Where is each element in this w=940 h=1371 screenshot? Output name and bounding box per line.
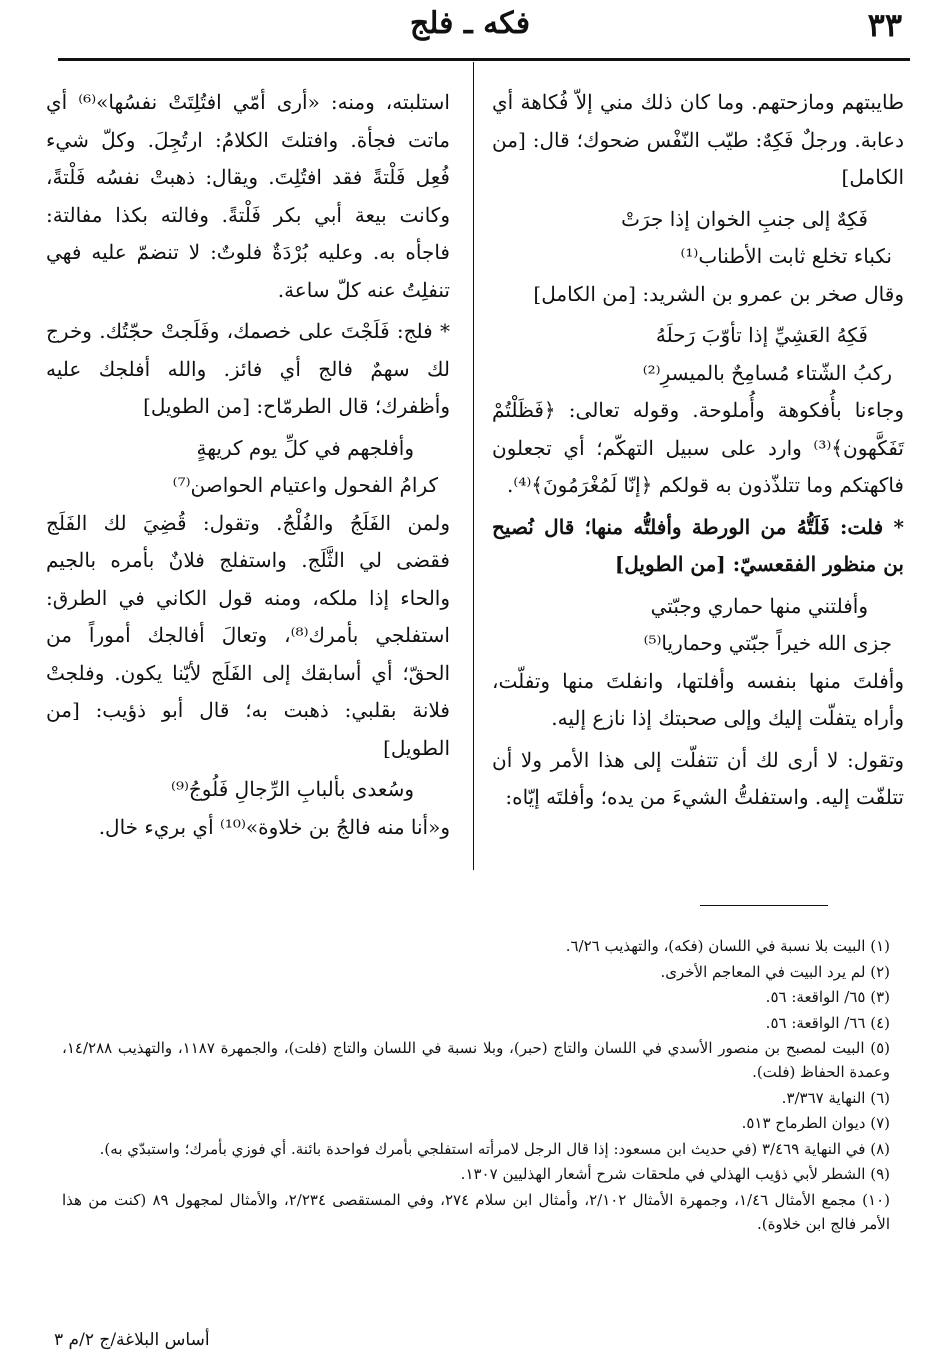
paragraph: وقال صخر بن عمرو بن الشريد: [من الكامل] — [533, 281, 904, 306]
paragraph: وأفلتَ منها بنفسه وأفلتها، وانفلتَ منها وتفلّت، وأراه يتفلّت إليك وإلى صحبتك إذا نازع إليه. — [492, 668, 904, 730]
right-column — [492, 84, 904, 821]
running-title: فكه ـ فلج — [409, 6, 531, 41]
paragraph: استلبته، ومنه: «أرى أمّي افتُلِتَتْ نفسُها»⁽⁶⁾ أي ماتت فجأة. وافتلتَ الكلامُ: ارتُجِلَ. وكلّ شيء فُعِل فَلْتةً فقد افتُلِتَ. ويقال: ذهبتْ نفسُه فَلْتةً، وكانت بيعة أبي بكر فَلْتةً. وفالته بكذا مفالتة: فاجأه به. وعليه بُرْدَةٌ فلوتٌ: لا تنضمّ عليه فهي تنفلِتُ عنه كلّ ساعة. — [46, 90, 450, 302]
column-divider — [473, 62, 474, 870]
footnote: (٢) لم يرد البيت في المعاجم الأخرى. — [660, 962, 890, 981]
verse-line: نكباء تخلع ثابت الأطناب⁽¹⁾ — [680, 244, 892, 268]
footnote: (١٠) مجمع الأمثال ١/٤٦، وجمهرة الأمثال ٢/١٠٢، وأمثال ابن سلام ٢٧٤، وفي المستقصى ٢/٢٣٤، والأمثال لمجهول ٨٩ (كنت من هذا الأمر فالج ابن خلاوة). — [62, 1190, 890, 1233]
footnote: (٣) ٦٥/ الواقعة: ٥٦. — [765, 988, 890, 1006]
verse-line: وأفلتني منها حماري وجبّتي — [650, 593, 868, 618]
verse-line: ركبُ الشّتاء مُسامِحٌ بالميسرِ⁽²⁾ — [642, 360, 892, 385]
entry-heading-falat: * فلت: فَلَتُّهُ من الورطة وأفلتُّه منها؛ قال نُصيح بن منظور الفقعسيّ: [من الطويل] — [492, 514, 904, 576]
verse-line: كرامُ الفحول واعتيام الحواصن⁽⁷⁾ — [172, 473, 438, 497]
paragraph: طايبتهم ومازحتهم. وما كان ذلك مني إلاّ فُكاهة أي دعابة. ورجلٌ فَكِهٌ: طيّب النّفْس ضحوك؛ قال: [من الكامل] — [492, 90, 904, 189]
footnote: (٤) ٦٦/ الواقعة: ٥٦. — [765, 1013, 890, 1032]
footnote: (٩) الشطر لأبي ذؤيب الهذلي في ملحقات شرح أشعار الهذليين ١٣٠٧. — [460, 1165, 890, 1183]
verse-line: جزى الله خيراً جبّتي وحماريا⁽⁵⁾ — [643, 631, 892, 655]
footnote: (٥) البيت لمصبح بن منصور الأسدي في اللسان والتاج (حبر)، وبلا نسبة في اللسان والتاج (فلت)، والجمهرة ١١٨٧، والتهذيب ١٤/٢٨٨، وعمدة الحفاظ (فلت). — [62, 1039, 890, 1081]
footnote-rule — [700, 905, 828, 906]
footnotes — [62, 934, 890, 1237]
footnote: (١) البيت بلا نسبة في اللسان (فكه)، والتهذيب ٦/٢٦. — [565, 937, 890, 955]
footnote: (٧) ديوان الطرماح ٥١٣. — [741, 1114, 890, 1132]
paragraph: وجاءنا بأُفكوهة وأُملوحة. وقوله تعالى: ﴿فَظَلْتُمْ تَفَكَّهون﴾⁽³⁾ وارد على سبيل التهكّم؛ أي تجعلون فاكهتكم وما تتلذّذون به قولكم ﴿إنّا لَمُغْرَمُونَ﴾⁽⁴⁾. — [492, 398, 904, 497]
verse-line: فَكِهُ العَشِيِّ إذا تأوّبَ رَحلَهُ — [655, 323, 868, 347]
page-number: ٣٣ — [867, 6, 902, 44]
left-column — [46, 84, 450, 850]
paragraph: وتقول: لا أرى لك أن تتفلّت إلى هذا الأمر ولا أن تتلفّت إليه. واستفلتُّ الشيءَ من يده؛ وأفلتَه إيّاه: — [492, 747, 904, 809]
page-footer: أساس البلاغة/ج ٢/م ٣ — [54, 1330, 210, 1350]
footnote: (٦) النهاية ٣/٣٦٧. — [781, 1088, 890, 1107]
entry-heading-falaj: * فلج: فَلَجْتَ على خصمك، وفَلَجتْ حجّتُك. وخرج لك سهمٌ فالج أي فائز. والله أفلجك عليه وأظفرك؛ قال الطرمّاح: [من الطويل] — [46, 319, 450, 418]
header-rule — [58, 58, 910, 61]
paragraph: ولمن الفَلَجُ والفُلْجُ. وتقول: قُضِيَ لك الفَلَج فقضى لي الثَّلَج. واستفلج فلانٌ بأمره بالجيم والحاء إذا ملكه، ومنه قول الكاني في الطرق: استفلجي بأمرك⁽⁸⁾، وتعالَ أفالجك أموراً من الحقّ؛ أي أسابقك إلى الفَلَج لأيّنا يكون. وفلجتْ فلانة بقلبي: ذهبت به؛ قال أبو ذؤيب: [من الطويل] — [46, 510, 450, 760]
verse-line: وسُعدى بألبابِ الرِّجالِ فَلُوجُ⁽⁹⁾ — [171, 777, 414, 801]
verse-line: وأفلجهم في كلِّ يوم كريهةٍ — [196, 435, 414, 460]
paragraph: و«أنا منه فالجُ بن خلاوة»⁽¹⁰⁾ أي بريء خال. — [98, 814, 450, 839]
footnote: (٨) في النهاية ٣/٤٦٩ (في حديث ابن مسعود: إذا قال الرجل لامرأته استفلجي بأمرك فواحدة بائنة. أي فوزي بأمرك؛ واستبدّي به). — [99, 1139, 890, 1158]
verse-line: فَكِهٌ إلى جنبِ الخوان إذا جرَتْ — [621, 206, 868, 231]
